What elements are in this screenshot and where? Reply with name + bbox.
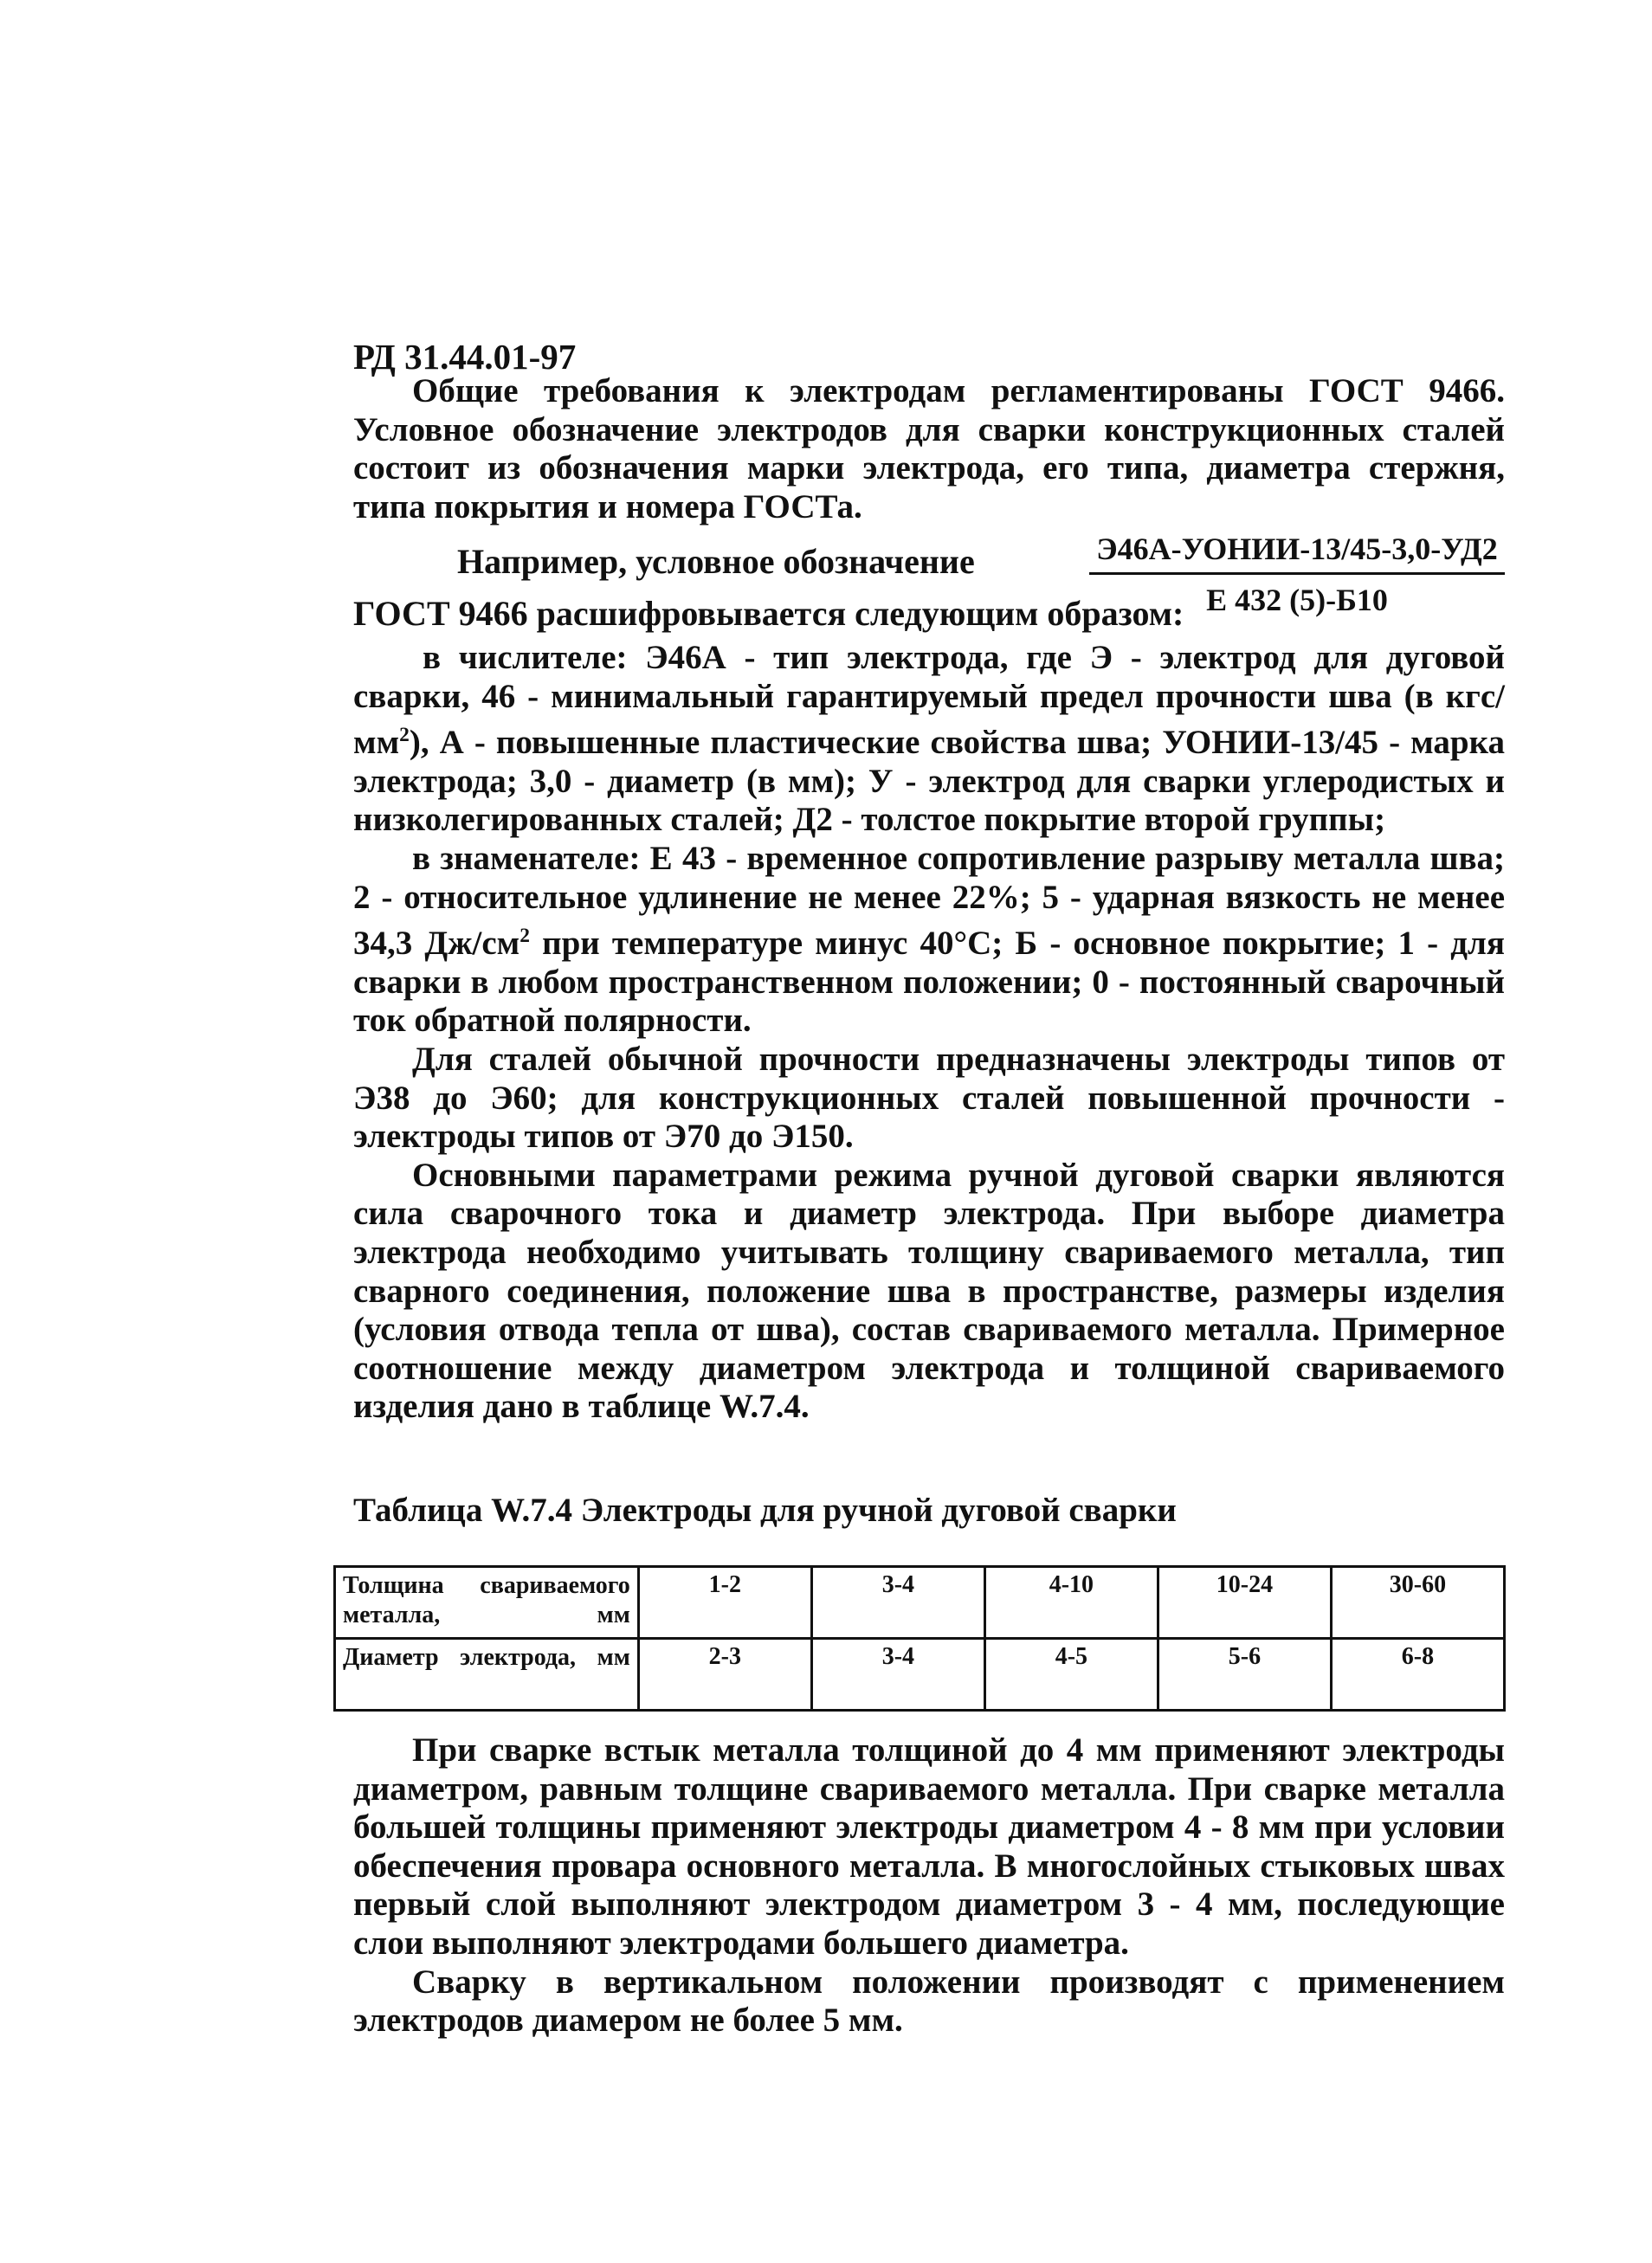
table-row-header: Толщина свариваемого металла, мм	[335, 1567, 639, 1639]
table-row-header: Диаметр электрода, мм	[335, 1639, 639, 1711]
table-cell: 10-24	[1158, 1567, 1331, 1639]
document-code: РД 31.44.01-97	[353, 337, 577, 377]
table-caption: Таблица W.7.4 Электроды для ручной дуговой сварки	[353, 1492, 1177, 1529]
example-intro-text: Например, условное обозначение	[457, 542, 975, 581]
table-cell: 3-4	[811, 1639, 984, 1711]
electrode-table-body	[335, 1567, 1505, 1711]
paragraph-welding-parameters: Основными параметрами режима ручной дуговой сварки являются сила сварочного тока и диаметр электрода. При выборе диаметра электрода необходимо учитывать толщину свариваемого металла, тип сварного соединения, положение шва в пространстве, размеры изделия (условия отвода тепла от шва), состав свариваемого металла. Примерное соотношение между диаметром электрода и толщиной свариваемого изделия дано в таблице W.7.4.	[353, 1156, 1505, 1426]
numerator-explanation: в числителе: Э46А - тип электрода, где Э - электрод для дуговой сварки, 46 - минимальный гарантируемый предел прочности шва (в кгс/$мм^2$), А - повышенные пластические свойства шва; УОНИИ-13/45 - марка электрода; 3,0 - диаметр (в мм); У - электрод для сварки углеродистых и низколегированных сталей; Д2 - толстое покрытие второй группы;	[353, 639, 1505, 839]
table-cell: 6-8	[1331, 1639, 1504, 1711]
closing-section	[353, 1731, 1505, 2041]
designation-numerator: Э46А-УОНИИ-13/45-3,0-УД2	[1089, 531, 1505, 575]
table-cell: 2-3	[638, 1639, 811, 1711]
table-row	[335, 1567, 1505, 1639]
explanation-section	[353, 639, 1505, 1427]
paragraph-steel-types: Для сталей обычной прочности предназначены электроды типов от Э38 до Э60; для конструкционных сталей повышенной прочности - электроды типов от Э70 до Э150.	[353, 1040, 1505, 1156]
designation-denominator: Е 432 (5)-Б10	[1206, 583, 1388, 617]
electrode-table	[333, 1565, 1506, 1712]
table-cell: 30-60	[1331, 1567, 1504, 1639]
table-cell: 4-10	[984, 1567, 1158, 1639]
table-cell: 5-6	[1158, 1639, 1331, 1711]
electrode-designation-fraction	[1089, 531, 1505, 618]
table-cell: 3-4	[811, 1567, 984, 1639]
denominator-explanation: в знаменателе: Е 43 - временное сопротивление разрыву металла шва; 2 - относительное удлинение не менее 22%; 5 - ударная вязкость не менее 34,3 $Дж/см^2$ при температуре минус 40°С; Б - основное покрытие; 1 - для сварки в любом пространственном положении; 0 - постоянный сварочный ток обратной полярности.	[353, 839, 1505, 1040]
intro-section	[353, 372, 1505, 526]
table-row	[335, 1639, 1505, 1711]
table-cell: 4-5	[984, 1639, 1158, 1711]
paragraph-butt-welding: При сварке встык металла толщиной до 4 мм применяют электроды диаметром, равным толщине свариваемого металла. При сварке металла большей толщины применяют электроды диаметром 4 - 8 мм при условии обеспечения провара основного металла. В многослойных стыковых швах первый слой выполняют электродом диаметром 3 - 4 мм, последующие слои выполняют электродами большего диаметра.	[353, 1731, 1505, 1962]
paragraph-general-requirements: Общие требования к электродам регламентированы ГОСТ 9466. Условное обозначение электродов для сварки конструкционных сталей состоит из обозначения марки электрода, его типа, диаметра стержня, типа покрытия и номера ГОСТа.	[353, 372, 1505, 525]
paragraph-vertical-welding: Сварку в вертикальном положении производят с применением электродов диамером не более 5 мм.	[353, 1963, 1505, 2040]
example-decoding-text: ГОСТ 9466 расшифровывается следующим образом:	[353, 594, 1184, 633]
table-cell: 1-2	[638, 1567, 811, 1639]
